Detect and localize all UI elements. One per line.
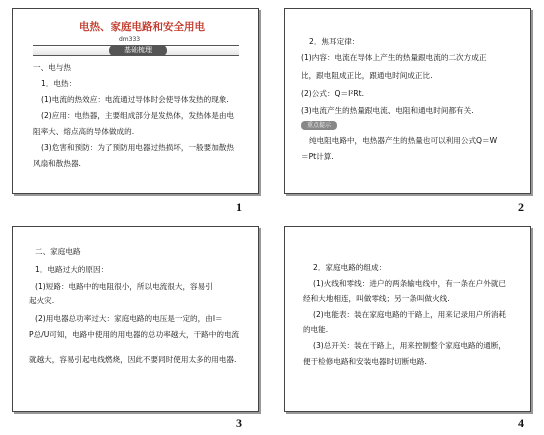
section-label: 基础梳理 [109, 45, 167, 56]
text-line: 阻率大、熔点高的导体做成的. [33, 127, 135, 136]
formula-line: (2)公式：Q＝I²Rt. [301, 89, 365, 98]
text-line: (3)电流产生的热量跟电流、电阻和通电时间都有关. [301, 106, 474, 115]
text-line: 就越大，容易引起电线燃烧，因此不要同时使用太多的用电器. [29, 355, 237, 364]
slide-2 [284, 8, 531, 194]
text-line: (2)应用：电热器，主要组成部分是发热体，发热体是由电 [41, 111, 235, 120]
page-number: 1 [236, 200, 242, 214]
heading: 二、家庭电路 [35, 247, 81, 256]
text-line: (1)短路：电路中的电阻很小，所以电流很大，容易引 [35, 282, 213, 291]
text-line: 比，跟电阻成正比，跟通电时间成正比. [301, 71, 433, 80]
subheading: 2．家庭电路的组成： [313, 263, 387, 272]
text-line: 纯电阻电路中，电热器产生的热量也可以利用公式Q＝W [309, 136, 498, 145]
slide-3 [12, 226, 259, 412]
tip-tag: 重点提示 [301, 121, 337, 130]
subheading: 2．焦耳定律： [309, 37, 360, 46]
text-line: 经和大地相连，叫做零线；另一条叫做火线. [303, 294, 450, 303]
slide-4 [284, 226, 531, 412]
text-line: (3)总开关：装在干路上，用来控制整个家庭电路的通断， [313, 341, 507, 350]
text-line: (1)电流的热效应：电流通过导体时会使导体发热的现象. [41, 95, 229, 104]
subheading: 1．电路过大的原因： [35, 265, 109, 274]
slide-title: 电热、家庭电路和安全用电 [79, 21, 205, 33]
text-line: 便于检修电路和安装电器时切断电路. [303, 357, 427, 366]
heading: 一、电与热 [33, 63, 71, 72]
page-number: 4 [518, 416, 524, 430]
slide-1 [12, 8, 259, 194]
subheading: 1．电热： [41, 79, 77, 88]
text-line: (3)危害和预防：为了预防用电器过热损坏，一般要加散热 [41, 143, 235, 152]
text-line: P总/U可知，电路中使用的用电器的总功率越大，干路中的电流 [29, 330, 240, 339]
text-line: 的电能. [303, 325, 329, 334]
slide-subtitle: dm333 [119, 36, 141, 43]
text-line: 风扇和散热器. [33, 159, 81, 168]
page-number: 2 [518, 200, 524, 214]
text-line: (1)内容：电流在导体上产生的热量跟电流的二次方成正 [301, 53, 487, 62]
text-line: ＝Pt计算. [301, 152, 334, 161]
text-line: 起火灾. [29, 296, 55, 305]
text-line: (2)电能表：装在家庭电路的干路上，用来记录用户所消耗 [313, 310, 507, 319]
text-line: (1)火线和零线：进户的两条输电线中，有一条在户外就已 [313, 279, 507, 288]
text-line: (2)用电器总功率过大：家庭电路的电压是一定的，由I＝ [35, 314, 223, 323]
page-number: 3 [236, 416, 242, 430]
